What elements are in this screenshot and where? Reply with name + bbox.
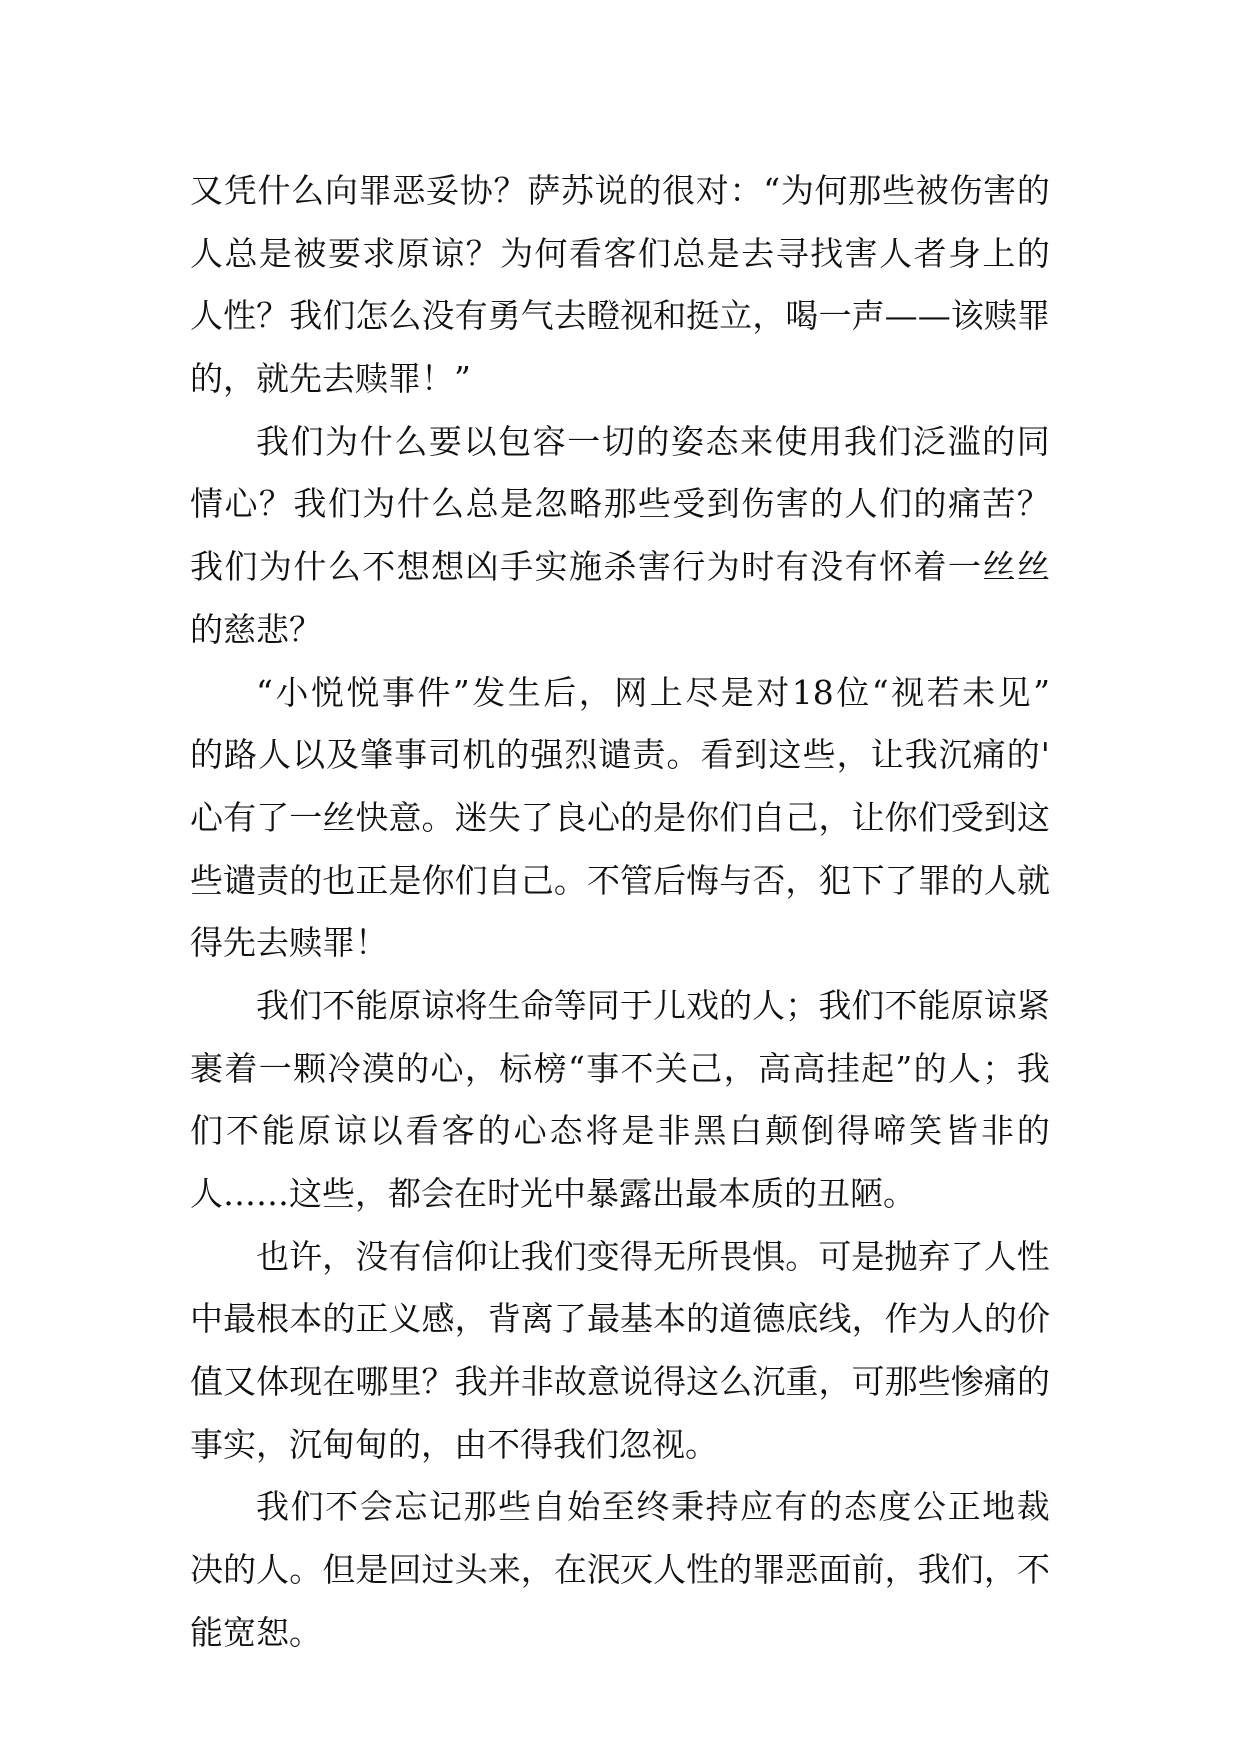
text-line: 们 不 能 原 谅 以 看 客 的 心 态 将 是 非 黑 白 颠 倒 得 啼 笑 皆 非 的 [190, 1111, 1050, 1151]
text-line: 人……这些，都会在时光中暴露出最本质的丑陋。 [190, 1174, 916, 1213]
essay-text [190, 160, 1050, 1665]
text-line: 的慈悲？ [190, 609, 322, 649]
text-line: 情 心 ？ 我 们 为 什 么 总 是 忽 略 那 些 受 到 伤 害 的 人 们 的 痛 苦 ？ [190, 484, 1050, 524]
text-line: 中 最 根 本 的 正 义 感 ， 背 离 了 最 基 本 的 道 德 底 线 ， 作 为 人 的 价 [190, 1299, 1050, 1339]
text-line: 我 们 不 会 忘 记 那 些 自 始 至 终 秉 持 应 有 的 态 度 公 正 地 裁 [256, 1487, 1050, 1527]
text-line: 我 们 为 什 么 要 以 包 容 一 切 的 姿 态 来 使 用 我 们 泛 滥 的 同 [256, 421, 1050, 461]
text-line: 我 们 为 什 么 不 想 想 凶 手 实 施 杀 害 行 为 时 有 没 有 怀 着 一 丝 丝 [190, 547, 1050, 587]
text-line: 又 凭 什 么 向 罪 恶 妥 协 ？ 萨 苏 说 的 很 对 ： “ 为 何 那 些 被 伤 害 的 [190, 171, 1050, 210]
text-line: 人 性 ？ 我 们 怎 么 没 有 勇 气 去 瞪 视 和 挺 立 ， 喝 一 声 — — 该 赎 罪 [190, 296, 1050, 336]
text-line: 的，就先去赎罪！” [190, 359, 471, 399]
text-line: 的 路 人 以 及 肇 事 司 机 的 强 烈 谴 责 。 看 到 这 些 ， 让 我 沉 痛 的 ' [190, 735, 1050, 775]
text-line: 心 有 了 一 丝 快 意 。 迷 失 了 良 心 的 是 你 们 自 己 ， 让 你 们 受 到 这 [190, 797, 1050, 837]
text-line: “ 小 悦 悦 事 件 ” 发 生 后 ， 网 上 尽 是 对 18 位 “ 视 若 未 见 ” [256, 672, 1050, 712]
text-line: 事实，沉甸甸的，由不得我们忽视。 [190, 1424, 718, 1464]
text-line: 也 许 ， 没 有 信 仰 让 我 们 变 得 无 所 畏 惧 。 可 是 抛 弃 了 人 性 [256, 1236, 1050, 1276]
text-line: 得先去赎罪！ [190, 923, 388, 963]
text-line: 能宽恕。 [190, 1612, 322, 1652]
text-line: 我 们 不 能 原 谅 将 生 命 等 同 于 儿 戏 的 人 ； 我 们 不 能 原 谅 紧 [256, 985, 1050, 1025]
text-line: 些 谴 责 的 也 正 是 你 们 自 己 。 不 管 后 悔 与 否 ， 犯 下 了 罪 的 人 就 [190, 860, 1050, 900]
text-line: 值 又 体 现 在 哪 里 ？ 我 并 非 故 意 说 得 这 么 沉 重 ， 可 那 些 惨 痛 的 [190, 1362, 1050, 1402]
text-line: 裹 着 一 颗 冷 漠 的 心 ， 标 榜 “ 事 不 关 己 ， 高 高 挂 起 ” 的 人 ； 我 [190, 1048, 1050, 1088]
text-line: 人 总 是 被 要 求 原 谅 ？ 为 何 看 客 们 总 是 去 寻 找 害 人 者 身 上 的 [190, 233, 1050, 273]
text-line: 决 的 人 。 但 是 回 过 头 来 ， 在 泯 灭 人 性 的 罪 恶 面 前 ， 我 们 ， 不 [190, 1550, 1050, 1590]
